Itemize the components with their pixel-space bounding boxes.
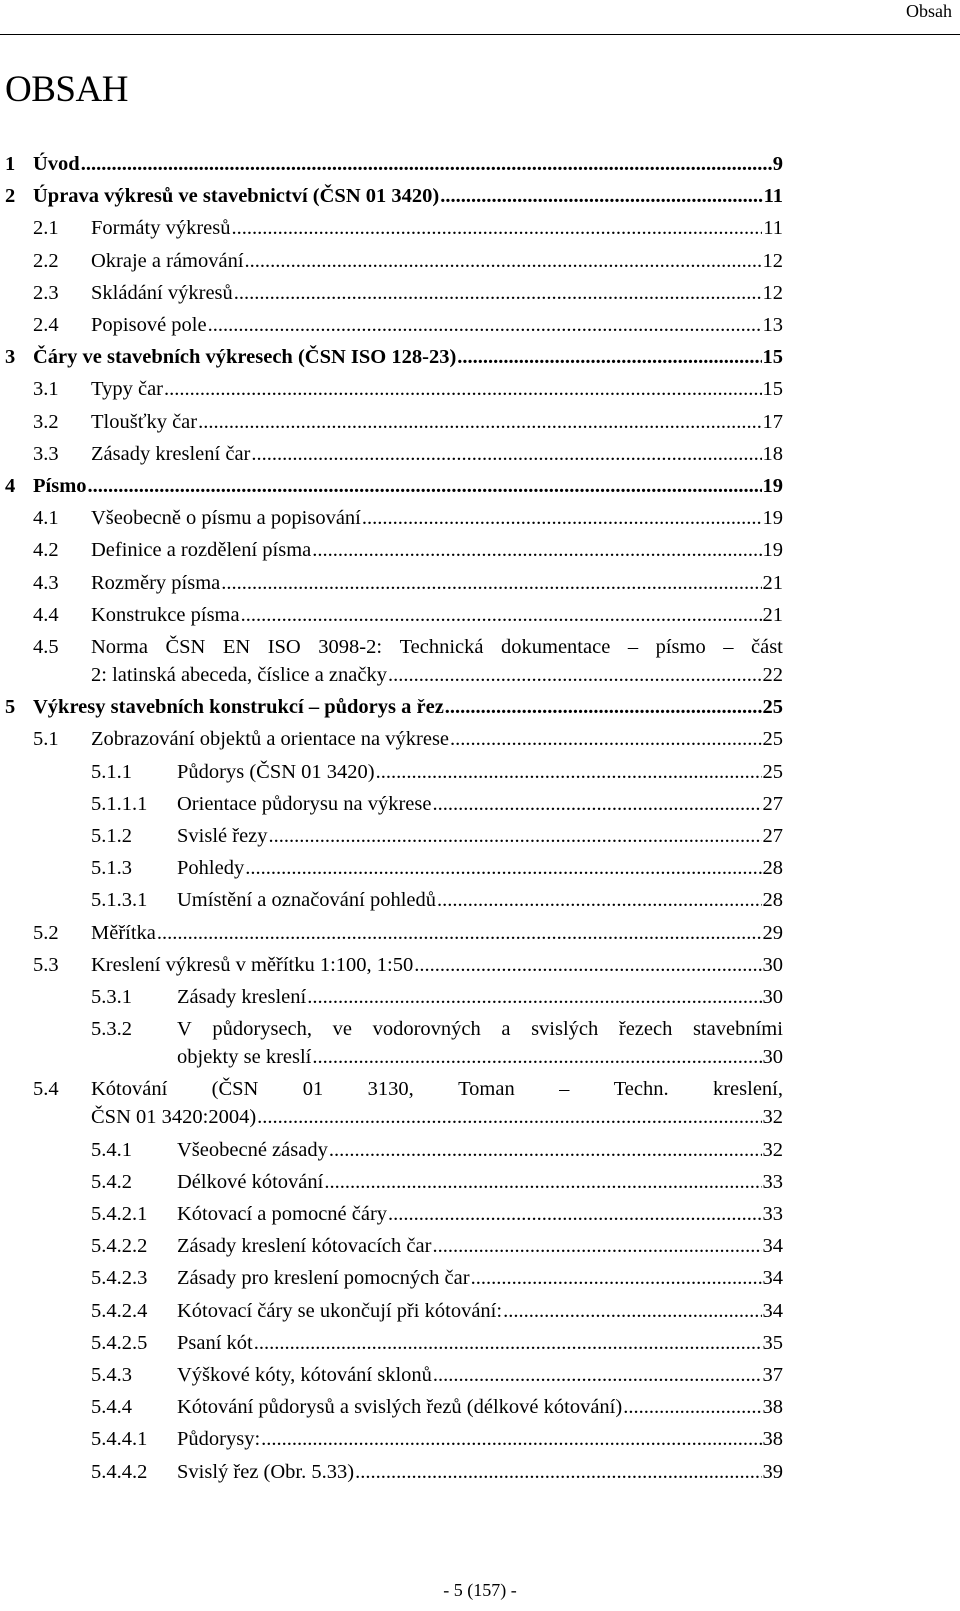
page-title: OBSAH: [5, 69, 128, 110]
toc-title-word: písmo: [655, 636, 706, 658]
toc-entry-number: 5.4.4.1: [91, 1428, 148, 1451]
toc-entry-page: 34: [762, 1235, 783, 1258]
toc-entry-number: 4.1: [33, 507, 59, 530]
dot-leader: [245, 247, 762, 275]
dot-leader: [234, 279, 762, 307]
dot-leader: [312, 1043, 761, 1071]
running-header: Obsah: [906, 1, 952, 21]
toc-entry-page: 30: [762, 986, 783, 1008]
toc-title-word: 3098-2:: [318, 636, 383, 658]
toc-entry-title: Tloušťky čar: [91, 410, 198, 433]
toc-entry-number: 5.4.2.2: [91, 1235, 148, 1258]
toc-title-word: (ČSN: [211, 1078, 259, 1101]
toc-entry-page: 17: [762, 410, 783, 433]
toc-entry-number: 5.4.2.4: [91, 1299, 148, 1322]
toc-entry-title: Kótování půdorysů a svislých řezů (délkové kótování): [177, 1396, 623, 1419]
toc-entry-page: 19: [762, 475, 783, 497]
toc-title-word: kreslení,: [712, 1078, 783, 1101]
toc-title-word: stavebními: [692, 1018, 783, 1041]
toc-title-word: 01: [302, 1078, 324, 1101]
toc-entry-number: 2.3: [33, 281, 59, 304]
toc-entry-title: [91, 633, 783, 661]
toc-entry-title: [91, 1075, 783, 1103]
toc-entry-page: 15: [762, 346, 783, 369]
dot-leader: [450, 725, 761, 753]
dot-leader: [388, 1200, 761, 1228]
toc-entry-page: 13: [762, 314, 783, 336]
dot-leader: [388, 661, 762, 689]
toc-entry-number: 5.1.1.1: [91, 792, 148, 815]
toc-entry-number: 5.4.2.3: [91, 1267, 148, 1290]
toc-entry-number: 5.4.1: [91, 1138, 132, 1161]
toc-entry-page: 38: [762, 1428, 783, 1451]
toc-title-word: Technická: [399, 636, 484, 658]
toc-entry-number: 5: [5, 696, 16, 719]
toc-entry-page: 38: [762, 1396, 783, 1419]
dot-leader: [81, 150, 772, 178]
toc-entry-page: 37: [762, 1364, 783, 1386]
toc-entry-page: 34: [762, 1299, 783, 1322]
toc-entry-number: 5.1.3.1: [91, 889, 148, 912]
toc-entry-title: Čáry ve stavebních výkresech (ČSN ISO 128-23): [33, 346, 457, 369]
toc-entry-page: 11: [763, 217, 783, 240]
toc-entry-title: Psaní kót: [177, 1331, 253, 1354]
toc-entry-number: 5.4.4: [91, 1396, 132, 1419]
toc-entry-number: 3.1: [33, 378, 59, 401]
toc-title-word: Techn.: [613, 1078, 669, 1101]
toc-entry-page: 19: [762, 539, 783, 562]
toc-entry-number: 5.1.2: [91, 825, 132, 847]
toc-entry-number: 5.2: [33, 921, 59, 944]
toc-entry-title: Kótovací a pomocné čáry: [177, 1203, 388, 1225]
toc-title-word: V: [177, 1018, 192, 1041]
toc-entry-title: Kótovací čáry se ukončují při kótování:: [177, 1299, 503, 1322]
toc-entry-number: 4.3: [33, 571, 59, 594]
toc-entry-number: 2.4: [33, 314, 59, 336]
toc-entry-title: Výškové kóty, kótování sklonů: [177, 1364, 432, 1386]
toc-entry-page: 21: [762, 603, 783, 626]
dot-leader: [437, 886, 761, 914]
toc-entry-number: 5.4.2.5: [91, 1331, 148, 1354]
toc-title-word: ISO: [267, 636, 301, 658]
toc-entry-number: 5.1.3: [91, 857, 132, 880]
toc-entry-title: Úprava výkresů ve stavebnictví (ČSN 01 3420): [33, 185, 440, 208]
toc-entry-number: 5.3.1: [91, 986, 132, 1008]
toc-title-word: svislých: [531, 1018, 599, 1041]
toc-entry-number: 5.4.3: [91, 1364, 132, 1386]
toc-entry-title: Písmo: [33, 475, 87, 497]
toc-entry-title: Výkresy stavebních konstrukcí – půdorys a řez: [33, 696, 444, 719]
toc-entry-title: Všeobecné zásady: [177, 1138, 328, 1161]
toc-title-word: a: [501, 1018, 511, 1041]
dot-leader: [440, 182, 762, 210]
dot-leader: [221, 569, 761, 597]
toc-entry-title: Měřítka: [91, 921, 156, 944]
toc-entry-page: 39: [762, 1460, 783, 1483]
toc-entry-number: 5.4.2: [91, 1170, 132, 1193]
toc-entry-page: 35: [762, 1331, 783, 1354]
toc-entry-number: 3: [5, 346, 16, 369]
toc-entry-title: Půdorysy:: [177, 1428, 261, 1451]
toc-entry-page: 27: [762, 792, 783, 815]
dot-leader: [88, 472, 762, 500]
toc-title-word: Norma: [91, 636, 148, 658]
toc-title-word: –: [559, 1078, 570, 1101]
toc-title-word: Toman: [458, 1078, 515, 1101]
header-rule: [0, 34, 960, 35]
toc-entry-page: 32: [762, 1106, 783, 1129]
toc-title-word: řezech: [618, 1018, 673, 1041]
dot-leader: [376, 758, 762, 786]
toc-title-word: část: [751, 636, 783, 658]
toc-title-word: dokumentace: [501, 636, 611, 658]
toc-entry-page: 33: [762, 1170, 783, 1193]
toc-entry-title: Zásady kreslení: [177, 986, 307, 1008]
dot-leader: [445, 693, 762, 721]
toc-entry-title: Konstrukce písma: [91, 603, 240, 626]
toc-entry-number: 5.1.1: [91, 760, 132, 783]
page-number: - 5 (157) -: [443, 1580, 517, 1600]
dot-leader: [208, 311, 762, 339]
dot-leader: [198, 408, 761, 436]
toc-title-word: 3130,: [367, 1078, 414, 1101]
toc-entry-page: 11: [763, 185, 783, 208]
dot-leader: [245, 854, 761, 882]
toc-entry-page: 9: [772, 153, 783, 175]
toc-entry-title: [177, 1015, 783, 1043]
toc-title-word: Kótování: [91, 1078, 168, 1101]
toc-entry-page: 12: [762, 281, 783, 304]
dot-leader: [324, 1168, 761, 1196]
dot-leader: [414, 951, 761, 979]
toc-entry-page: 28: [762, 857, 783, 880]
toc-entry-number: 5.4: [33, 1078, 59, 1101]
dot-leader: [471, 1264, 762, 1292]
toc-entry-title: Svislý řez (Obr. 5.33): [177, 1460, 355, 1483]
toc-entry-title: Skládání výkresů: [91, 281, 233, 304]
toc-entry-title: Všeobecně o písmu a popisování: [91, 507, 361, 530]
toc-entry-number: 5.3.2: [91, 1018, 132, 1041]
dot-leader: [269, 822, 762, 850]
dot-leader: [432, 790, 761, 818]
dot-leader: [261, 1425, 761, 1453]
dot-leader: [257, 1103, 761, 1131]
toc-entry-page: 15: [762, 378, 783, 401]
toc-entry-title: Definice a rozdělení písma: [91, 539, 312, 562]
toc-entry-title-continuation: objekty se kreslí: [177, 1046, 312, 1069]
toc-entry-title-continuation: ČSN 01 3420:2004): [91, 1106, 257, 1129]
toc-entry-page: 30: [762, 1046, 783, 1069]
toc-entry-number: 4.2: [33, 539, 59, 562]
toc-entry-number: 5.4.4.2: [91, 1460, 148, 1483]
toc-entry-number: 4.4: [33, 603, 59, 626]
dot-leader: [329, 1136, 762, 1164]
toc-entry-number: 3.2: [33, 410, 59, 433]
toc-entry-number: 5.4.2.1: [91, 1203, 148, 1225]
toc-entry-title: Zásady kreslení čar: [91, 442, 251, 465]
toc-entry-title: Typy čar: [91, 378, 163, 401]
toc-title-word: –: [723, 636, 734, 658]
toc-entry-page: 33: [762, 1203, 783, 1225]
toc-entry-page: 25: [762, 760, 783, 783]
dot-leader: [241, 601, 762, 629]
toc-entry-page: 25: [762, 728, 783, 751]
toc-entry-page: 19: [762, 507, 783, 530]
dot-leader: [623, 1393, 761, 1421]
toc-entry-number: 2: [5, 185, 16, 208]
toc-entry-title: Kreslení výkresů v měřítku 1:100, 1:50: [91, 953, 414, 976]
toc-title-word: –: [627, 636, 639, 658]
toc-entry-title: Rozměry písma: [91, 571, 221, 594]
dot-leader: [251, 440, 761, 468]
toc-entry-title: Zásady kreslení kótovacích čar: [177, 1235, 432, 1258]
toc-entry-number: 4.5: [33, 636, 59, 658]
toc-entry-title: Zobrazování objektů a orientace na výkrese: [91, 728, 450, 751]
toc-entry-number: 5.3: [33, 953, 59, 976]
toc-entry-title: Pohledy: [177, 857, 245, 880]
dot-leader: [164, 375, 762, 403]
toc-entry-page: 21: [762, 571, 783, 594]
toc-title-word: ve: [332, 1018, 352, 1041]
toc-entry-title: Popisové pole: [91, 314, 207, 336]
toc-entry-number: 4: [5, 475, 16, 497]
toc-title-word: půdorysech,: [212, 1018, 313, 1041]
toc-entry-page: 12: [762, 249, 783, 272]
toc-entry-title: Orientace půdorysu na výkrese: [177, 792, 432, 815]
toc-entry-title: Formáty výkresů: [91, 217, 231, 240]
toc-entry-title: Umístění a označování pohledů: [177, 889, 437, 912]
dot-leader: [457, 343, 761, 371]
toc-entry-number: 2.2: [33, 249, 59, 272]
toc-entry-page: 22: [762, 664, 783, 686]
dot-leader: [503, 1297, 761, 1325]
toc-entry-title: Úvod: [33, 153, 80, 175]
toc-entry-page: 34: [762, 1267, 783, 1290]
toc-entry-page: 29: [762, 921, 783, 944]
toc-entry-number: 3.3: [33, 442, 59, 465]
dot-leader: [362, 504, 762, 532]
toc-entry-page: 30: [762, 953, 783, 976]
toc-title-word: vodorovných: [372, 1018, 481, 1041]
dot-leader: [307, 983, 761, 1011]
toc-entry-page: 28: [762, 889, 783, 912]
toc-entry-number: 5.1: [33, 728, 59, 751]
toc-entry-title-continuation: 2: latinská abeceda, číslice a značky: [91, 664, 387, 686]
toc-entry-title: Svislé řezy: [177, 825, 268, 847]
toc-entry-title: Zásady pro kreslení pomocných čar: [177, 1267, 470, 1290]
toc-entry-number: 1: [5, 153, 16, 175]
toc-entry-page: 32: [762, 1138, 783, 1161]
dot-leader: [312, 536, 761, 564]
toc-entry-title: Okraje a rámování: [91, 249, 244, 272]
dot-leader: [157, 919, 762, 947]
toc-entry-page: 27: [762, 825, 783, 847]
toc-entry-number: 2.1: [33, 217, 59, 240]
toc-entry-title: Půdorys (ČSN 01 3420): [177, 760, 375, 783]
toc-entry-title: Délkové kótování: [177, 1170, 324, 1193]
toc-title-word: EN: [222, 636, 251, 658]
toc-entry-page: 25: [762, 696, 783, 719]
dot-leader: [432, 1232, 761, 1260]
dot-leader: [355, 1458, 761, 1486]
dot-leader: [232, 214, 763, 242]
toc-entry-page: 18: [762, 442, 783, 465]
dot-leader: [433, 1361, 762, 1389]
toc-title-word: ČSN: [165, 636, 206, 658]
dot-leader: [254, 1329, 762, 1357]
